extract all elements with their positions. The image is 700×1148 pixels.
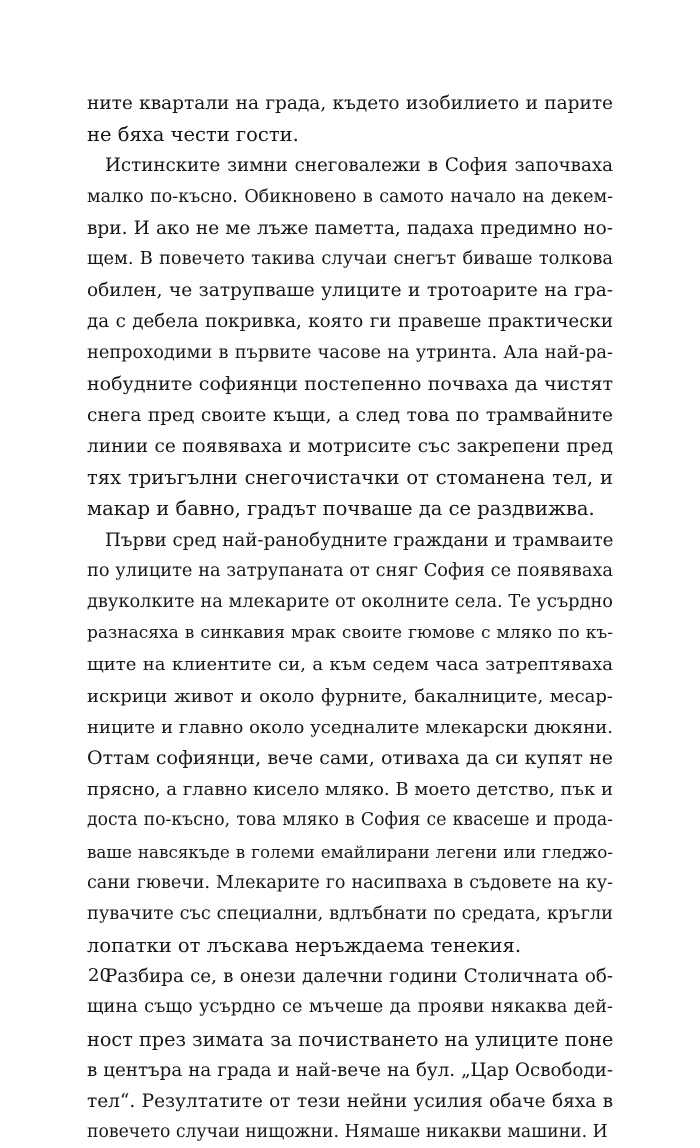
text-line: ниците и главно около уседналите млекарски дюкяни. xyxy=(87,716,613,738)
text-line: нобудните софиянци постепенно почваха да чистят xyxy=(87,372,613,395)
text-line: ност през зимата за почистването на улиците поне xyxy=(87,1027,614,1051)
text-line: да с дебела покривка, която ги правеше практически xyxy=(87,311,613,333)
text-line: Разбира се, в онези далечни години Столичната об- xyxy=(105,966,613,988)
body-text xyxy=(87,88,613,1148)
text-line: Оттам софиянци, вече сами, отиваха да си купят не xyxy=(87,746,613,769)
text-line: в центъра на града и най-вече на бул. „Цар Освободи- xyxy=(87,1059,613,1081)
paragraph xyxy=(87,525,613,962)
paragraph xyxy=(87,88,613,150)
paragraph xyxy=(87,150,613,524)
text-line: тел“. Резултатите от тези нейни усилия обаче бяха в xyxy=(87,1091,613,1112)
text-line: малко по-късно. Обикновено в самото начало на декем- xyxy=(87,186,613,207)
text-line: ври. И ако не ме лъже паметта, падаха предимно но- xyxy=(87,217,613,239)
text-line: искрици живот и около фурните, бакалниците, месар- xyxy=(87,685,613,707)
text-line: не бяха чести гости. xyxy=(87,123,299,147)
text-line: макар и бавно, градът почваше да се раздвижва. xyxy=(87,497,595,521)
text-line: сани гювечи. Млекарите го насипваха в съдовете на ку- xyxy=(87,872,613,893)
text-line: щите на клиентите си, а към седем часа затрептяваха xyxy=(87,654,613,676)
text-line: снега пред своите къщи, а след това по трамвайните xyxy=(87,404,613,426)
text-line: доста по-късно, това мляко в София се квасеше и прода- xyxy=(87,810,613,831)
text-line: ваше навсякъде в големи емайлирани легени или гледжо- xyxy=(87,841,613,862)
text-line: Истинските зимни снеговалежи в София започваха xyxy=(105,155,613,177)
text-line: двуколките на млекарите от околните села. Те усърдно xyxy=(87,592,613,612)
text-line: щина също усърдно се мъчеше да прояви някаква дей- xyxy=(87,997,613,1018)
text-line: повечето случаи нищожни. Нямаше никакви машини. И xyxy=(87,1122,608,1143)
text-line: обилен, че затрупваше улиците и тротоарите на гра- xyxy=(87,280,613,302)
paragraph xyxy=(87,961,613,1148)
text-line: по улиците на затрупаната от сняг София се появяваха xyxy=(87,560,613,581)
text-line: тях триъгълни снегочистачки от стоманена тел, и xyxy=(87,466,613,490)
text-line: прясно, а главно кисело мляко. В моето детство, пък и xyxy=(87,779,613,801)
text-line: Първи сред най-ранобудните граждани и трамваите xyxy=(105,529,614,551)
text-line: разнасяха в синкавия мрак своите гюмове с мляко по къ- xyxy=(87,623,613,644)
text-line: пувачите със специални, вдлъбнати по средата, кръгли xyxy=(87,903,613,924)
text-line: лопатки от лъскава неръждаема тенекия. xyxy=(87,934,522,958)
page-number: 20 xyxy=(88,965,111,986)
text-line: непроходими в първите часове на утринта. Ала най-ра- xyxy=(87,342,613,363)
text-line: линии се появяваха и мотрисите със закрепени пред xyxy=(87,436,613,458)
text-line: щем. В повечето такива случаи снегът биваше толкова xyxy=(87,248,613,269)
text-line: ните квартали на града, където изобилието и парите xyxy=(87,93,613,114)
